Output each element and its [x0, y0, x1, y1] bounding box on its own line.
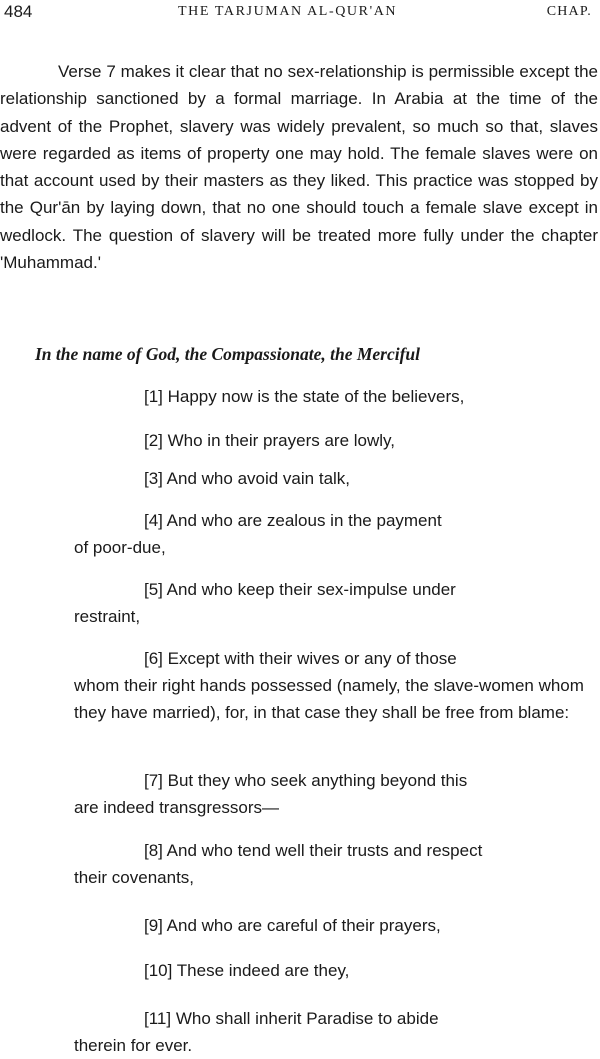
verse-9 [74, 912, 594, 939]
verse-10 [74, 957, 594, 984]
verse-continuation: their covenants, [74, 868, 195, 887]
verse-first-line: [1] Happy now is the state of the believers, [144, 387, 465, 406]
verse-first-line: [7] But they who seek anything beyond this [144, 771, 468, 790]
verse-first-line: [3] And who avoid vain talk, [144, 469, 351, 488]
verse-1 [74, 383, 594, 410]
verse-first-line: [10] These indeed are they, [144, 961, 350, 980]
verse-4 [74, 507, 594, 561]
verse-7 [74, 767, 594, 821]
verse-first-line: [11] Who shall inherit Paradise to abide [144, 1009, 439, 1028]
page-number: 484 [4, 2, 33, 21]
verse-continuation: restraint, [74, 607, 141, 626]
verse-2 [74, 427, 594, 454]
verse-continuation: of poor-due, [74, 538, 166, 557]
verse-continuation: are indeed transgressors— [74, 798, 280, 817]
invocation-heading: In the name of God, the Compassionate, the Merciful [35, 344, 421, 364]
verse-3 [74, 465, 594, 492]
verse-first-line: [6] Except with their wives or any of those [144, 649, 457, 668]
commentary-text: Verse 7 makes it clear that no sex-relationship is permissible except the relationship sanctioned by a formal marriage. In Arabia at the time of the advent of the Prophet, slavery was widely prevalent, so much so that, slaves were regarded as items of property one may hold. The female slaves were on that account used by their masters as they liked. This practice was stopped by the Qur'ān by laying down, that no one should touch a female slave except in wedlock. The question of slavery will be treated more fully under the chapter 'Muhammad.' [0, 62, 598, 273]
verse-continuation: whom their right hands possessed (namely, the slave-women whom they have married), for, in that case they shall be free from blame: [74, 676, 584, 722]
running-title: THE TARJUMAN AL-QUR'AN [178, 4, 398, 19]
verse-5 [74, 576, 594, 630]
commentary-paragraph [0, 58, 598, 276]
verse-continuation: therein for ever. [74, 1036, 193, 1055]
verse-11 [74, 1005, 594, 1059]
page-header [0, 2, 600, 24]
verse-first-line: [4] And who are zealous in the payment [144, 511, 442, 530]
verse-first-line: [9] And who are careful of their prayers, [144, 916, 441, 935]
verse-first-line: [2] Who in their prayers are lowly, [144, 431, 395, 450]
verse-first-line: [8] And who tend well their trusts and respect [144, 841, 483, 860]
verse-first-line: [5] And who keep their sex-impulse under [144, 580, 456, 599]
chapter-label: CHAP. [546, 4, 592, 19]
verse-8 [74, 837, 594, 891]
verse-6 [74, 645, 594, 726]
